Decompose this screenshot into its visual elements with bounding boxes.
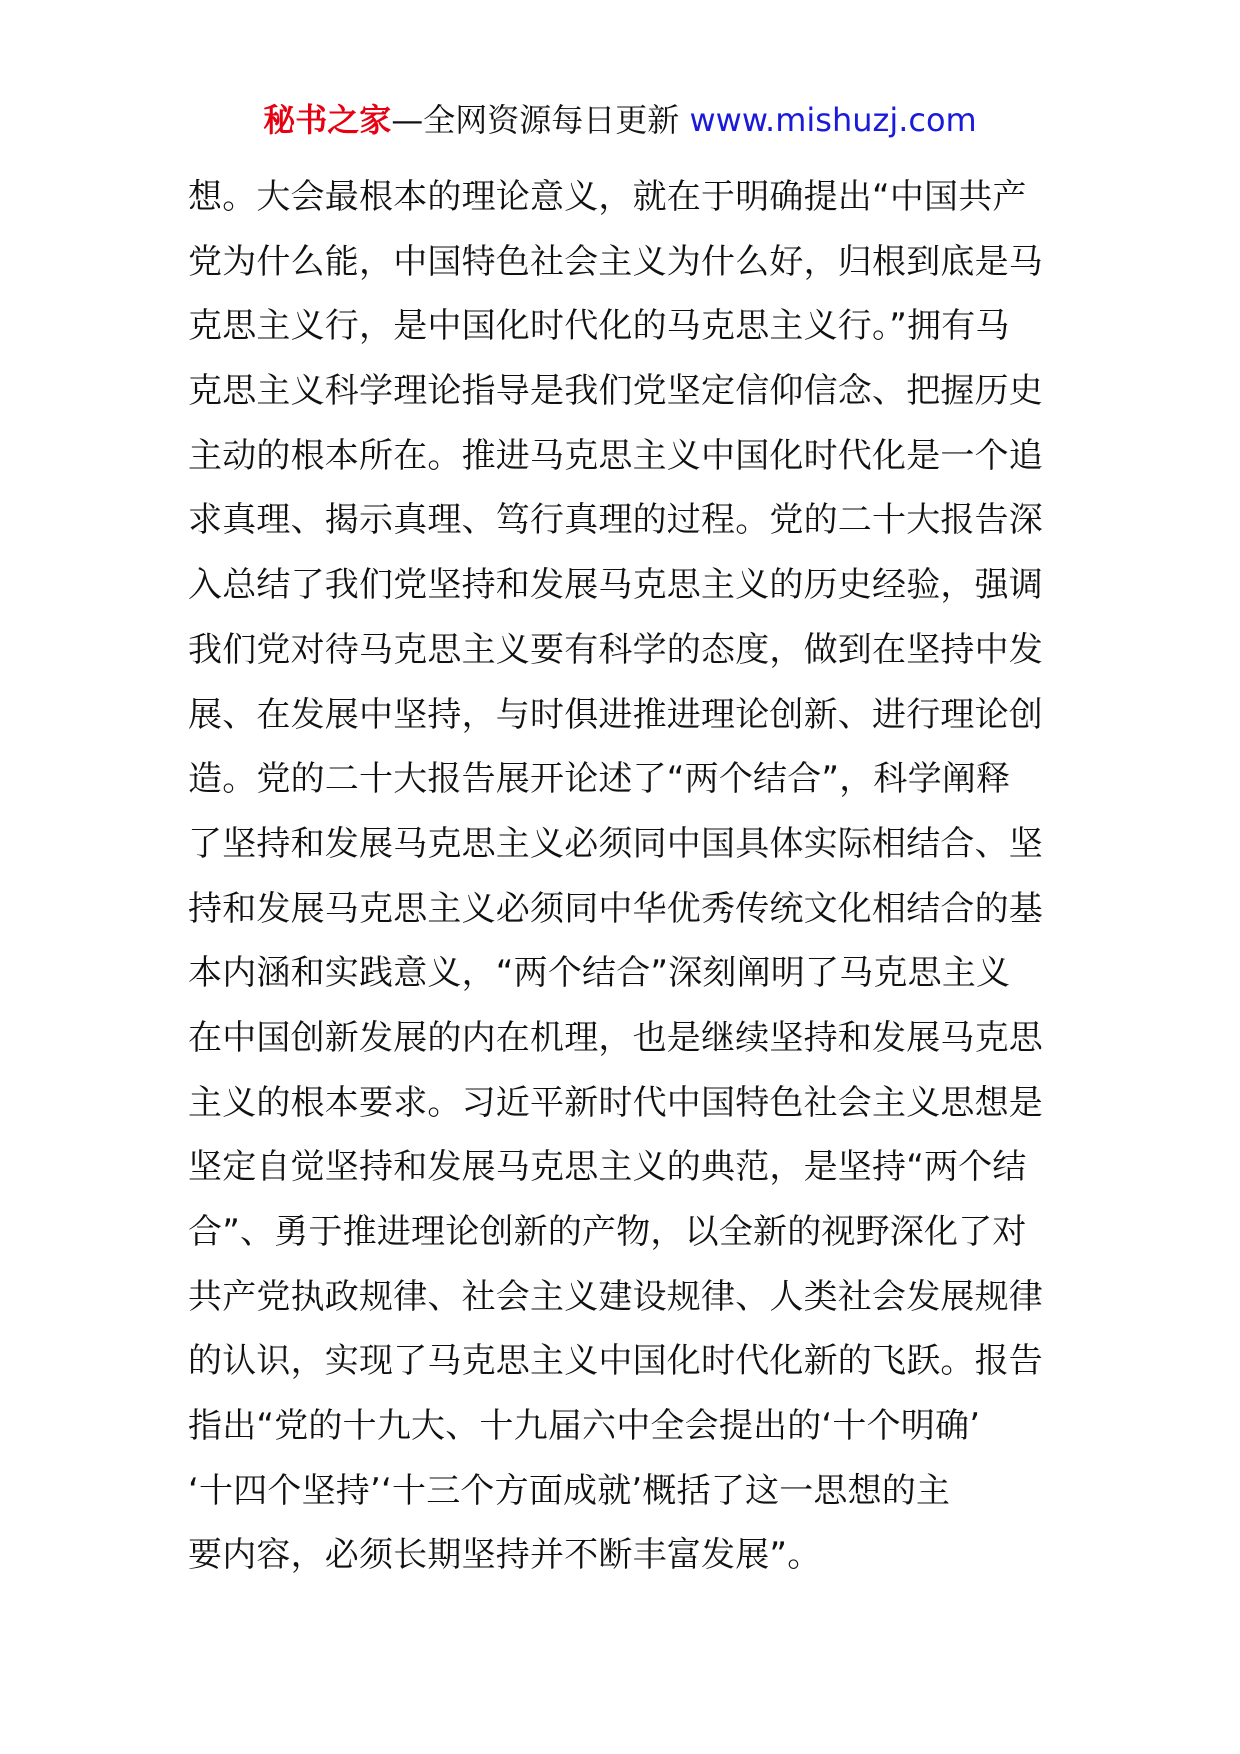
text-line: 主义的根本要求。习近平新时代中国特色社会主义思想是 — [188, 1082, 1043, 1123]
site-url-link[interactable]: www.mishuzj.com — [689, 101, 977, 139]
text-line: 要内容，必须长期坚持并不断丰富发展”。 — [188, 1535, 822, 1576]
page-header — [0, 100, 1240, 140]
text-line: 本内涵和实践意义，“两个结合”深刻阐明了马克思主义 — [188, 953, 1011, 994]
text-line: 在中国创新发展的内在机理，也是继续坚持和发展马克思 — [188, 1017, 1043, 1058]
text-line: 坚定自觉坚持和发展马克思主义的典范，是坚持“两个结 — [188, 1147, 1027, 1188]
text-line: 克思主义行，是中国化时代化的马克思主义行。”拥有马 — [188, 306, 1010, 347]
text-line: 求真理、揭示真理、笃行真理的过程。党的二十大报告深 — [188, 500, 1043, 541]
text-line: 主动的根本所在。推进马克思主义中国化时代化是一个追 — [188, 435, 1043, 476]
header-tagline: —全网资源每日更新 — [391, 101, 680, 139]
text-line: 共产党执政规律、社会主义建设规律、人类社会发展规律 — [188, 1276, 1043, 1317]
text-line: 合”、勇于推进理论创新的产物，以全新的视野深化了对 — [188, 1212, 1027, 1252]
text-line: 展、在发展中坚持，与时俱进推进理论创新、进行理论创 — [188, 694, 1043, 735]
text-line: 克思主义科学理论指导是我们党坚定信仰信念、把握历史 — [188, 371, 1043, 412]
text-line: 了坚持和发展马克思主义必须同中国具体实际相结合、坚 — [188, 823, 1043, 864]
text-line: 入总结了我们党坚持和发展马克思主义的历史经验，强调 — [188, 565, 1043, 606]
text-line: 我们党对待马克思主义要有科学的态度，做到在坚持中发 — [188, 629, 1043, 670]
text-line: 持和发展马克思主义必须同中华优秀传统文化相结合的基 — [188, 888, 1043, 929]
text-line: 的认识，实现了马克思主义中国化时代化新的飞跃。报告 — [188, 1341, 1043, 1382]
text-line: 党为什么能，中国特色社会主义为什么好，归根到底是马 — [188, 241, 1043, 282]
brand-name: 秘书之家 — [263, 101, 392, 139]
body-paragraph — [188, 165, 1068, 1588]
text-line: ‘十四个坚持’‘十三个方面成就’概括了这一思想的主 — [188, 1470, 951, 1511]
text-line: 想。大会最根本的理论意义，就在于明确提出“中国共产 — [188, 177, 1027, 217]
text-line: 指出“党的十九大、十九届六中全会提出的‘十个明确’ — [188, 1406, 981, 1447]
text-line: 造。党的二十大报告展开论述了“两个结合”，科学阐释 — [188, 759, 1011, 800]
